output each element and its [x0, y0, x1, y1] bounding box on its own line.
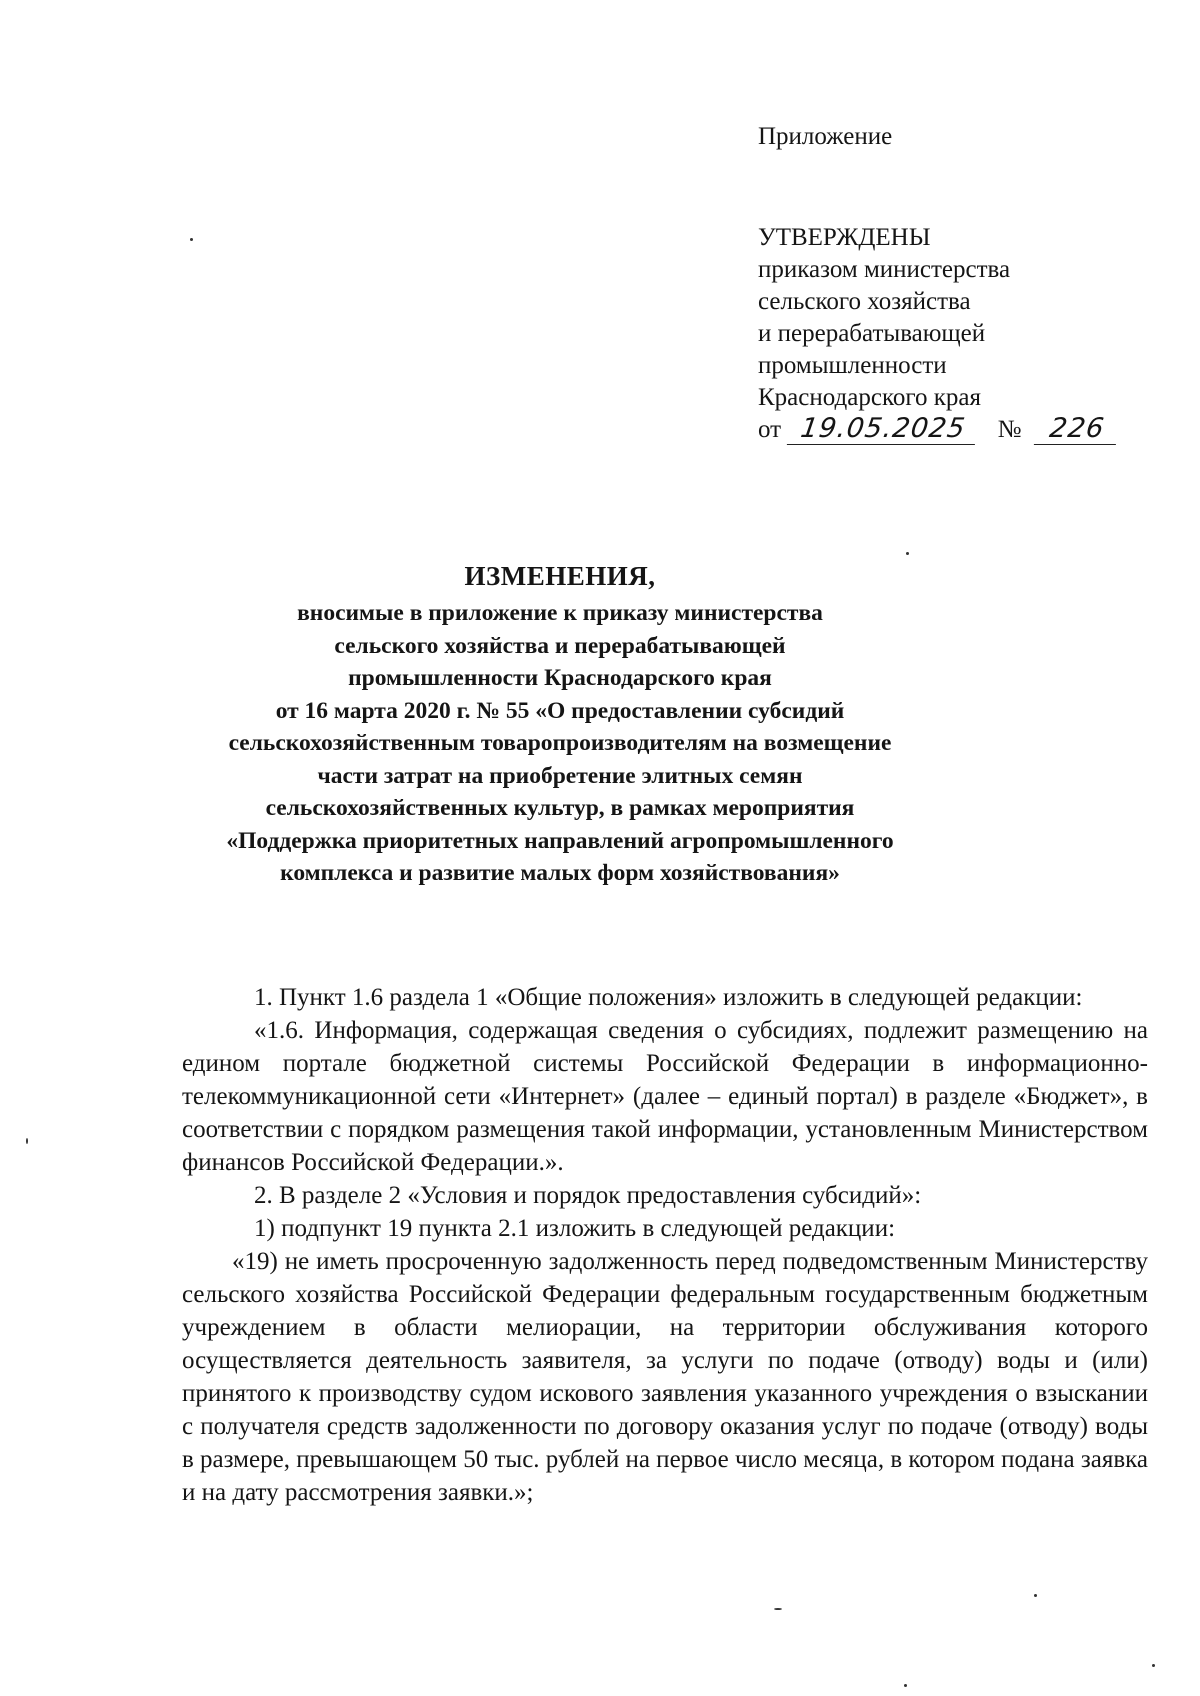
title-line: сельского хозяйства и перерабатывающей: [334, 632, 786, 659]
title-line: сельскохозяйственных культур, в рамках мероприятия: [265, 795, 855, 821]
scan-speck: [1152, 1664, 1155, 1667]
document-body: [182, 981, 1148, 1509]
paragraph-1: 1. Пункт 1.6 раздела 1 «Общие положения» изложить в следующей редакции:: [254, 984, 1083, 1011]
title-line: вносимые в приложение к приказу министерства: [297, 600, 823, 626]
approved-line: приказом министерства: [758, 256, 1011, 283]
scan-speck: [26, 1138, 28, 1144]
title-line: «Поддержка приоритетных направлений агропромышленного: [226, 827, 894, 854]
order-number-handwritten: 226: [1034, 414, 1120, 445]
title-line: сельскохозяйственным товаропроизводителям на возмещение: [228, 730, 892, 756]
title-main: ИЗМЕНЕНИЯ,: [464, 561, 656, 591]
scan-speck: [904, 1684, 907, 1687]
approved-title: УТВЕРЖДЕНЫ: [758, 224, 931, 251]
title-line: комплекса и развитие малых форм хозяйствования»: [280, 860, 840, 886]
scan-speck: [906, 552, 909, 555]
approved-line: Краснодарского края: [758, 384, 981, 411]
order-date-line: [758, 414, 1118, 446]
title-line: от 16 марта 2020 г. № 55 «О предоставлении субсидий: [275, 697, 845, 724]
title-subtitle: [200, 597, 920, 890]
date-prefix: от: [758, 416, 782, 443]
approved-line: и перерабатывающей: [758, 320, 986, 347]
approval-block: [758, 222, 1118, 446]
appendix-label: Приложение: [758, 123, 893, 150]
approved-line: сельского хозяйства: [758, 288, 971, 315]
number-sign: №: [997, 416, 1022, 443]
approved-line: промышленности: [758, 352, 947, 379]
paragraph-3: 2. В разделе 2 «Условия и порядок предоставления субсидий»:: [254, 1182, 922, 1209]
paragraph-4: 1) подпункт 19 пункта 2.1 изложить в следующей редакции:: [254, 1215, 896, 1242]
paragraph-5: «19) не иметь просроченную задолженность перед подведомственным Министерству сельского хозяйства Российской Федерации федеральным государственным бюджетным учреждением в области мелиорации, на территории обслуживания которого осуществляется деятельность заявителя, за услуги по подаче (отводу) воды и (или) принятого к производству судом искового заявления указанного учреждения о взыскании с получателя средств задолженности по договору оказания услуг по подаче (отводу) воды в размере, превышающем 50 тыс. рублей на первое число месяца, в котором подана заявка и на дату рассмотрения заявки.»;: [182, 1248, 1148, 1506]
scan-speck: [1034, 1594, 1037, 1597]
scan-speck: [190, 238, 193, 241]
document-title: [200, 557, 920, 890]
scan-speck: [774, 1608, 782, 1610]
paragraph-2: «1.6. Информация, содержащая сведения о субсидиях, подлежит размещению на едином портале бюджетной системы Российской Федерации в информационно-телекоммуникационной сети «Интернет» (далее – единый портал) в разделе «Бюджет», в соответствии с порядком размещения такой информации, установленным Министерством финансов Российской Федерации.».: [182, 1017, 1148, 1176]
title-line: части затрат на приобретение элитных семян: [317, 762, 803, 789]
title-line: промышленности Краснодарского края: [348, 665, 772, 691]
order-date-handwritten: 19.05.2025: [787, 414, 979, 445]
